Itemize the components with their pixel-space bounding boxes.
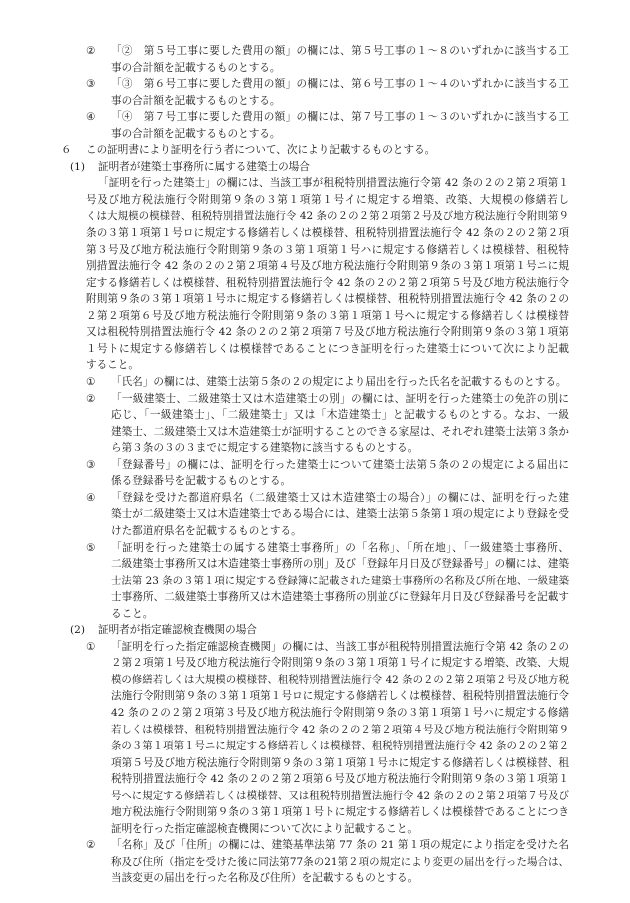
item-marker: ②: [86, 45, 96, 57]
item-marker: ①: [86, 376, 96, 388]
text-line: 証明を行った指定確認検査機関について次により記載すること。: [111, 822, 419, 835]
text-line: 応じ、「一級建築士」、「二級建築士」又は「木造建築士」と記載するものとする。なお、一級: [111, 409, 569, 422]
text-line: 42 条の２の２第２項第３号及び地方税法施行令附則第９条の３第１項第１号ハに規定する修繕: [111, 706, 569, 719]
text-line: 地方税法施行令附則第９条の３第１項第１号トに規定する修繕若しくは模様替であることにつき: [111, 806, 569, 819]
text-line: 法施行令附則第９条の３第１項第１号ロに規定する修繕若しくは模様替、租税特別措置法施行令: [111, 690, 569, 703]
text-line: 「証明を行った指定確認検査機関」の欄には、当該工事が租税特別措置法施行令第 42 条の２の: [111, 640, 569, 653]
text-line: 証明者が指定確認検査機関の場合: [98, 624, 257, 637]
text-line: 又は租税特別措置法施行令 42 条の２の２第２項第７号及び地方税法施行令附則第９条の３第１項第: [86, 326, 569, 339]
text-line: 証明者が建築士事務所に属する建築士の場合: [98, 160, 310, 173]
text-line: ２第２項第１号及び地方税法施行令附則第９条の３第１項第１号イに規定する増築、改築、大規: [111, 657, 569, 670]
text-line: 税特別措置法施行令 42 条の２の２第２項第６号及び地方税法施行令附則第９条の３第１項第１: [111, 773, 569, 786]
section-marker: ６: [61, 144, 72, 157]
text-line: 「③ 第６号工事に要した費用の額」の欄には、第６号工事の１～４のいずれかに該当する工: [111, 78, 569, 91]
text-line: 二級建築士事務所又は木造建築士事務所の別」及び「登録年月日及び登録番号」の欄には、建築: [111, 558, 569, 571]
text-line: 項第５号及び地方税法施行令附則第９条の３第１項第１号ホに規定する修繕若しくは模様替、租: [111, 756, 569, 769]
text-line: けた都道府県名を記載するものとする。: [111, 524, 302, 537]
item-marker: ⑤: [86, 541, 96, 554]
item-marker: ②: [86, 839, 96, 852]
item-marker: ④: [86, 111, 96, 124]
text-line: 「④ 第７号工事に要した費用の額」の欄には、第７号工事の１～３のいずれかに該当する工: [111, 111, 569, 124]
text-line: １号トに規定する修繕若しくは模様替であることにつき証明を行った建築士について次により記載: [86, 342, 569, 355]
text-line: 称及び住所（指定を受けた後に同法第77条の21第２項の規定により変更の届出を行った場合は、: [111, 855, 569, 868]
text-line: 当該変更の届出を行った名称及び住所）を記載するものとする。: [111, 872, 419, 885]
text-line: 条の３第１項第１号ロに規定する修繕若しくは模様替、租税特別措置法施行令 42 条の２の２第２項: [86, 227, 569, 240]
text-line: 別措置法施行令 42 条の２の２第２項第４号及び地方税法施行令附則第９条の３第１項第１号ニに規: [86, 260, 569, 273]
text-line: 「氏名」の欄には、建築士法第５条の２の規定により届出を行った氏名を記載するものとする。: [111, 376, 567, 388]
text-line: 定する修繕若しくは模様替、租税特別措置法施行令 42 条の２の２第２項第５号及び地方税法施行令: [86, 276, 569, 289]
text-line: 事の合計額を記載するものとする。: [111, 61, 281, 74]
item-marker: ②: [86, 392, 96, 405]
text-line: 「証明を行った建築士の属する建築士事務所」の「名称」、「所在地」、「一級建築士事務所、: [111, 541, 569, 554]
text-line: 「② 第５号工事に要した費用の額」の欄には、第５号工事の１～８のいずれかに該当する工: [111, 45, 569, 57]
text-line: 号へに規定する修繕若しくは模様替、又は租税特別措置法施行令 42 条の２の２第２項第７号及び: [111, 789, 569, 802]
text-line: 模の修繕若しくは大規模の模様替、租税特別措置法施行令 42 条の２の２第２項第２号及び地方税: [111, 673, 569, 686]
text-line: ら第３条の３の３までに規定する建築物に該当するものとする。: [111, 442, 419, 455]
text-line: 「一級建築士、二級建築士又は木造建築士の別」の欄には、証明を行った建築士の免許の別に: [111, 392, 569, 405]
text-line: 条の３第１項第１号ニに規定する修繕若しくは模様替、租税特別措置法施行令 42 条の２の２第２: [111, 740, 569, 753]
text-line: 築士が二級建築士又は木造建築士である場合には、建築士法第５条第１項の規定により登録を受: [111, 508, 569, 521]
text-line: すること。: [86, 359, 139, 372]
text-line: 附則第９条の３第１項第１号ホに規定する修繕若しくは模様替、租税特別措置法施行令 42 条の２の: [86, 293, 569, 306]
text-line: 「証明を行った建築士」の欄には、当該工事が租税特別措置法施行令第 42 条の２の２第２項第１: [98, 177, 569, 190]
text-line: ２第２項第６号及び地方税法施行令附則第９条の３第１項第１号へに規定する修繕若しくは模様替: [86, 309, 569, 322]
item-marker: ③: [86, 458, 96, 471]
item-marker: ④: [86, 491, 96, 504]
text-line: 事の合計額を記載するものとする。: [111, 94, 281, 107]
text-line: 建築士、二級建築士又は木造建築士が証明することのできる家屋は、それぞれ建築士法第３条か: [111, 425, 569, 438]
item-marker: ①: [86, 640, 96, 653]
text-line: 士法第 23 条の３第１項に規定する登録簿に記載された建築士事務所の名称及び所在地、一級建築: [111, 574, 569, 587]
text-line: くは大規模の模様替、租税特別措置法施行令 42 条の２の２第２項第２号及び地方税法施行令附則第９: [86, 210, 569, 223]
text-line: 事の合計額を記載するものとする。: [111, 127, 281, 140]
text-line: 第３号及び地方税法施行令附則第９条の３第１項第１号ハに規定する修繕若しくは模様替、租税特: [86, 243, 569, 256]
text-line: 若しくは模様替、租税特別措置法施行令 42 条の２の２第２項第４号及び地方税法施行令附則第９: [111, 723, 569, 736]
text-line: 係る登録番号を記載するものとする。: [111, 475, 292, 488]
subsection-marker: (2): [70, 624, 86, 637]
text-line: 「登録を受けた都道府県名（二級建築士又は木造建築士の場合）」の欄には、証明を行った建: [111, 491, 569, 504]
item-marker: ③: [86, 78, 96, 91]
text-line: 士事務所、二級建築士事務所又は木造建築士事務所の別並びに登録年月日及び登録番号を記載す: [111, 591, 569, 604]
text-line: この証明書により証明を行う者について、次により記載するものとする。: [86, 144, 436, 157]
text-line: ること。: [111, 607, 154, 620]
text-line: 号及び地方税法施行令附則第９条の３第１項第１号イに規定する増築、改築、大規模の修繕若し: [86, 193, 569, 206]
text-line: 「名称」及び「住所」の欄には、建築基準法第 77 条の 21 第１項の規定により指定を受けた名: [111, 839, 569, 852]
text-line: 「登録番号」の欄には、証明を行った建築士について建築士法第５条の２の規定による届出に: [111, 458, 569, 471]
subsection-marker: (1): [70, 160, 86, 173]
